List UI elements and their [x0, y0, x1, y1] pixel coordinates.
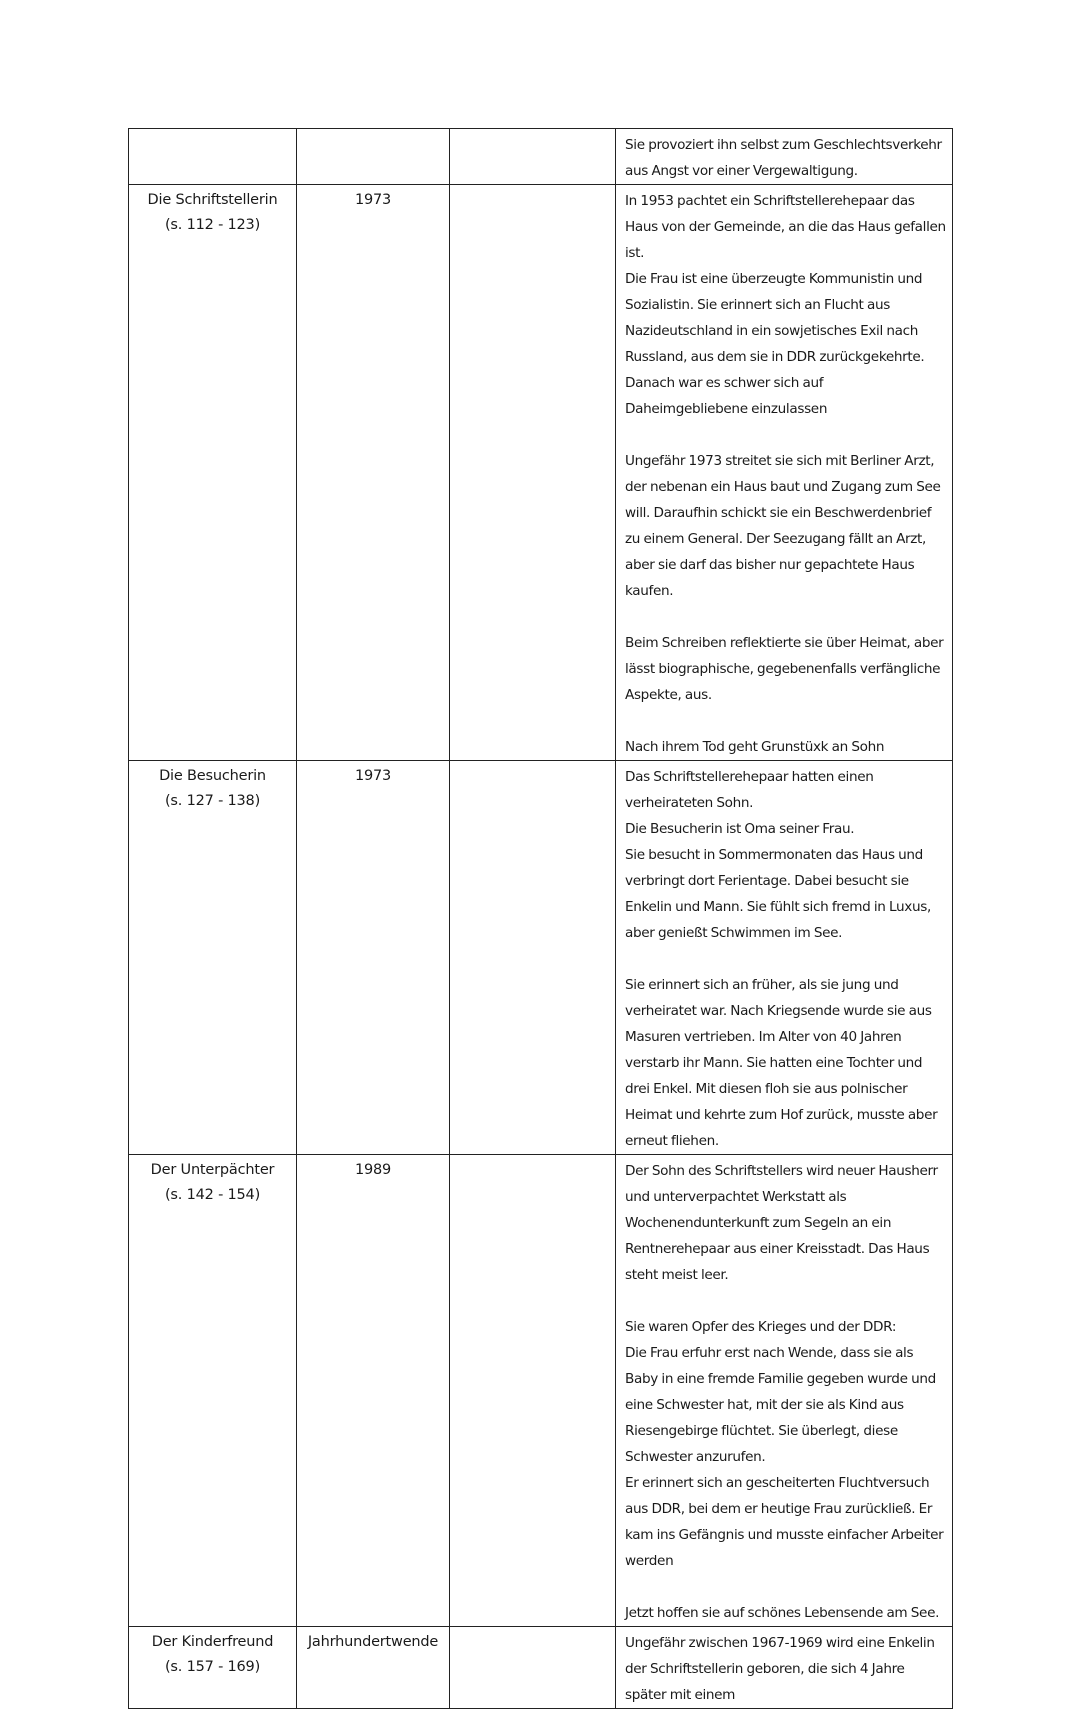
- chapter-pages: (s. 112 - 123): [164, 217, 261, 233]
- table-row: [129, 761, 953, 1155]
- year-cell: [297, 1627, 450, 1709]
- content-line: Sie provoziert ihn selbst zum Geschlechtsverkehr aus Angst vor einer Vergewaltigung.: [625, 137, 942, 179]
- content-cell: [616, 1627, 953, 1709]
- chapter-title: Der Kinderfreund: [151, 1634, 274, 1650]
- empty-cell: [450, 129, 616, 185]
- content-line: Beim Schreiben reflektierte sie über Heimat, aber lässt biographische, gegebenenfalls verfängliche Aspekte, aus.: [625, 635, 944, 703]
- chapter-pages: (s. 127 - 138): [164, 793, 261, 809]
- chapter-title-cell: [129, 1155, 297, 1627]
- chapter-title: Der Unterpächter: [150, 1162, 275, 1178]
- content-line: Nach ihrem Tod geht Grunstüxk an Sohn: [625, 739, 885, 755]
- empty-cell: [450, 185, 616, 761]
- content-line: Die Besucherin ist Oma seiner Frau.: [625, 821, 855, 837]
- content-line: Die Frau ist eine überzeugte Kommunistin und Sozialistin. Sie erinnert sich an Flucht aus Nazideutschland in ein sowjetisches Exil nach Russland, aus dem sie in DDR zurückgekehrte. Danach war es schwer sich auf Daheimgebliebene einzulassen: [625, 271, 925, 417]
- empty-cell: [450, 1155, 616, 1627]
- content-line: Sie erinnert sich an früher, als sie jung und verheiratet war. Nach Kriegsende wurde sie aus Masuren vertrieben. Im Alter von 40 Jahren verstarb ihr Mann. Sie hatten eine Tochter und drei Enkel. Mit diesen floh sie aus polnischer Heimat und kehrte zum Hof zurück, musste aber erneut fliehen.: [625, 977, 938, 1149]
- chapter-title-cell: [129, 761, 297, 1155]
- content-line: Die Frau erfuhr erst nach Wende, dass sie als Baby in eine fremde Familie gegeben wurde und eine Schwester hat, mit der sie als Kind aus Riesengebirge flüchtet. Sie überlegt, diese Schwester anzurufen.: [625, 1345, 936, 1465]
- content-line: Er erinnert sich an gescheiterten Fluchtversuch aus DDR, bei dem er heutige Frau zurückließ. Er kam ins Gefängnis und musste einfacher Arbeiter werden: [625, 1475, 944, 1569]
- content-line: Der Sohn des Schriftstellers wird neuer Hausherr und unterverpachtet Werkstatt als Wochenendunterkunft zum Segeln an ein Rentnerehepaar aus einer Kreisstadt. Das Haus steht meist leer.: [625, 1163, 938, 1283]
- content-line: Ungefähr 1973 streitet sie sich mit Berliner Arzt, der nebenan ein Haus baut und Zugang zum See will. Daraufhin schickt sie ein Beschwerdenbrief zu einem General. Der Seezugang fällt an Arzt, aber sie darf das bisher nur gepachtete Haus kaufen.: [625, 453, 941, 599]
- empty-cell: [450, 761, 616, 1155]
- year: 1973: [354, 192, 392, 208]
- table-row: [129, 185, 953, 761]
- chapter-table: [128, 128, 953, 1709]
- year-cell: [297, 761, 450, 1155]
- chapter-title-cell: [129, 185, 297, 761]
- chapter-pages: (s. 142 - 154): [164, 1187, 261, 1203]
- year-cell: [297, 185, 450, 761]
- table-row: [129, 1155, 953, 1627]
- content-line: Jetzt hoffen sie auf schönes Lebensende am See.: [625, 1605, 940, 1621]
- content-line: Das Schriftstellerehepaar hatten einen verheirateten Sohn.: [625, 769, 874, 811]
- content-cell: [616, 185, 953, 761]
- content-cell: [616, 761, 953, 1155]
- table-row: [129, 1627, 953, 1709]
- year-cell: [297, 129, 450, 185]
- year: [297, 129, 449, 132]
- empty-cell: [450, 1627, 616, 1709]
- content-line: Sie besucht in Sommermonaten das Haus und verbringt dort Ferientage. Dabei besucht sie Enkelin und Mann. Sie fühlt sich fremd in Luxus, aber genießt Schwimmen im See.: [625, 847, 931, 941]
- table-row: [129, 129, 953, 185]
- year: Jahrhundertwende: [307, 1634, 439, 1650]
- chapter-title: Die Besucherin: [159, 768, 266, 784]
- chapter-title-cell: [129, 1627, 297, 1709]
- content-line: Ungefähr zwischen 1967-1969 wird eine Enkelin der Schriftstellerin geboren, die sich 4 Jahre später mit einem: [625, 1635, 935, 1703]
- year: 1989: [354, 1162, 392, 1178]
- chapter-title: Die Schriftstellerin: [147, 192, 278, 208]
- chapter-pages: (s. 157 - 169): [164, 1659, 261, 1675]
- content-cell: [616, 1155, 953, 1627]
- content-line: In 1953 pachtet ein Schriftstellerehepaar das Haus von der Gemeinde, an die das Haus gefallen ist.: [625, 193, 946, 261]
- year: 1973: [354, 768, 392, 784]
- content-line: Sie waren Opfer des Krieges und der DDR:: [625, 1319, 897, 1335]
- year-cell: [297, 1155, 450, 1627]
- chapter-title-cell: [129, 129, 297, 185]
- content-cell: [616, 129, 953, 185]
- table-body: [129, 129, 953, 1709]
